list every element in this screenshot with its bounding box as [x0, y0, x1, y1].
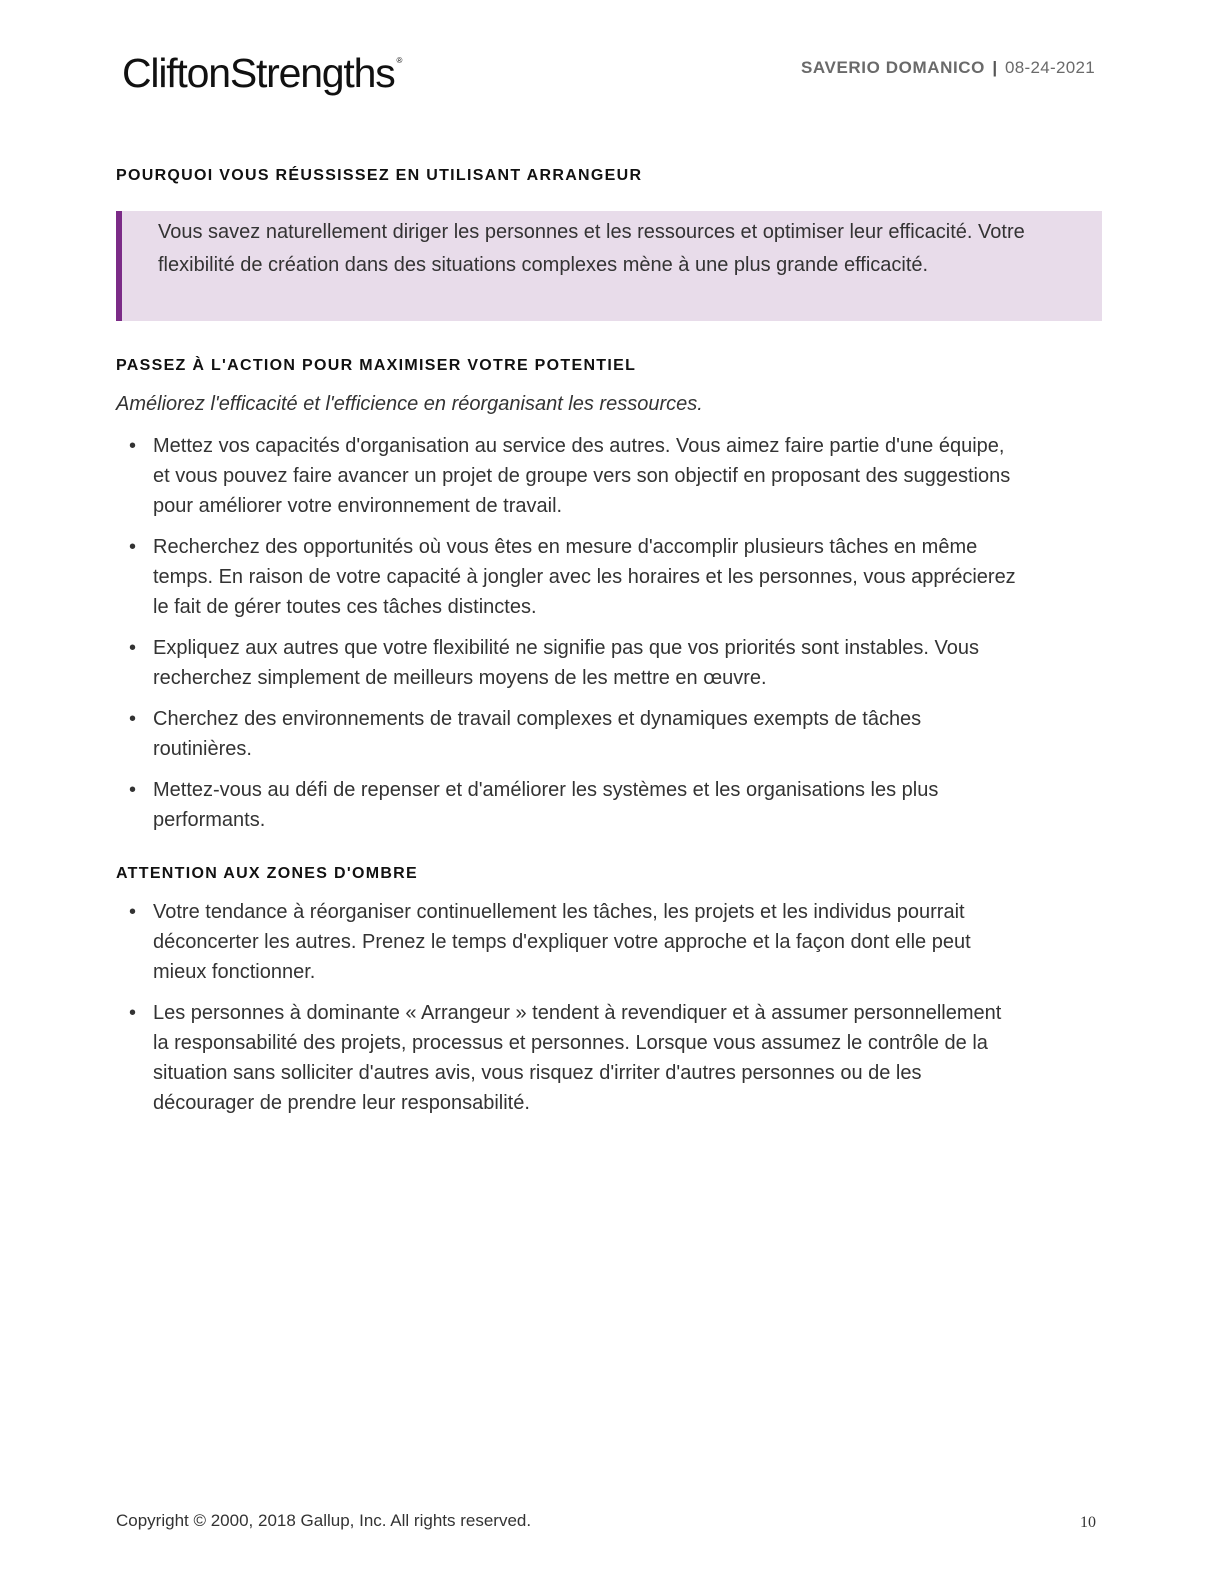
section-title-why: POURQUOI VOUS RÉUSSISSEZ EN UTILISANT ARRANGEUR [116, 167, 643, 184]
callout-text: Vous savez naturellement diriger les personnes et les ressources et optimiser leur efficacité. Votre flexibilité de création dans des situations complexes mène à une plus grande efficacité. [158, 221, 1025, 276]
logo-text: CliftonStrengths [122, 50, 395, 96]
page-number: 10 [1080, 1514, 1096, 1531]
action-list [116, 431, 1016, 846]
list-item [116, 998, 1016, 1118]
blindspots-list [116, 897, 1016, 1129]
report-header-meta [801, 58, 1095, 78]
list-item-text: Votre tendance à réorganiser continuellement les tâches, les projets et les individus pourrait déconcerter les autres. Prenez le temps d'expliquer votre approche et la façon dont elle peut mieux fonctionner. [153, 901, 971, 983]
list-item [116, 633, 1016, 693]
bullet-icon: • [129, 708, 137, 730]
callout-box [116, 211, 1102, 321]
bullet-icon: • [129, 536, 137, 558]
list-item [116, 431, 1016, 521]
list-item [116, 532, 1016, 622]
bullet-icon: • [129, 901, 137, 923]
list-item-text: Recherchez des opportunités où vous êtes en mesure d'accomplir plusieurs tâches en même temps. En raison de votre capacité à jongler avec les horaires et les personnes, vous apprécierez le fait de gérer toutes ces tâches distinctes. [153, 536, 1016, 618]
list-item-text: Mettez-vous au défi de repenser et d'améliorer les systèmes et les organisations les plus performants. [153, 779, 939, 831]
list-item-text: Cherchez des environnements de travail complexes et dynamiques exempts de tâches routinières. [153, 708, 922, 760]
bullet-icon: • [129, 435, 137, 457]
bullet-icon: • [129, 637, 137, 659]
list-item [116, 897, 1016, 987]
list-item-text: Expliquez aux autres que votre flexibilité ne signifie pas que vos priorités sont instables. Vous recherchez simplement de meilleurs moyens de les mettre en œuvre. [153, 637, 980, 689]
section-title-action: PASSEZ À L'ACTION POUR MAXIMISER VOTRE POTENTIEL [116, 357, 637, 374]
list-item-text: Mettez vos capacités d'organisation au service des autres. Vous aimez faire partie d'une équipe, et vous pouvez faire avancer un projet de groupe vers son objectif en proposant des suggestions pour améliorer votre environnement de travail. [153, 435, 1011, 517]
copyright-notice: Copyright © 2000, 2018 Gallup, Inc. All rights reserved. [116, 1511, 532, 1530]
report-date: 08-24-2021 [1005, 58, 1095, 77]
person-name: SAVERIO DOMANICO [800, 58, 986, 77]
list-item-text: Les personnes à dominante « Arrangeur » tendent à revendiquer et à assumer personnellement la responsabilité des projets, processus et personnes. Lorsque vous assumez le contrôle de la situation sans solliciter d'autres avis, vous risquez d'irriter d'autres personnes ou de les décourager de prendre leur responsabilité. [153, 1002, 1002, 1114]
header-separator: | [992, 58, 998, 77]
bullet-icon: • [129, 1002, 137, 1024]
bullet-icon: • [129, 779, 137, 801]
list-item [116, 775, 1016, 835]
action-lead-text: Améliorez l'efficacité et l'efficience en réorganisant les ressources. [116, 393, 703, 415]
registered-mark: ® [396, 56, 402, 65]
cliftonstrengths-logo [122, 50, 401, 97]
list-item [116, 704, 1016, 764]
section-title-blindspots: ATTENTION AUX ZONES D'OMBRE [116, 865, 419, 882]
